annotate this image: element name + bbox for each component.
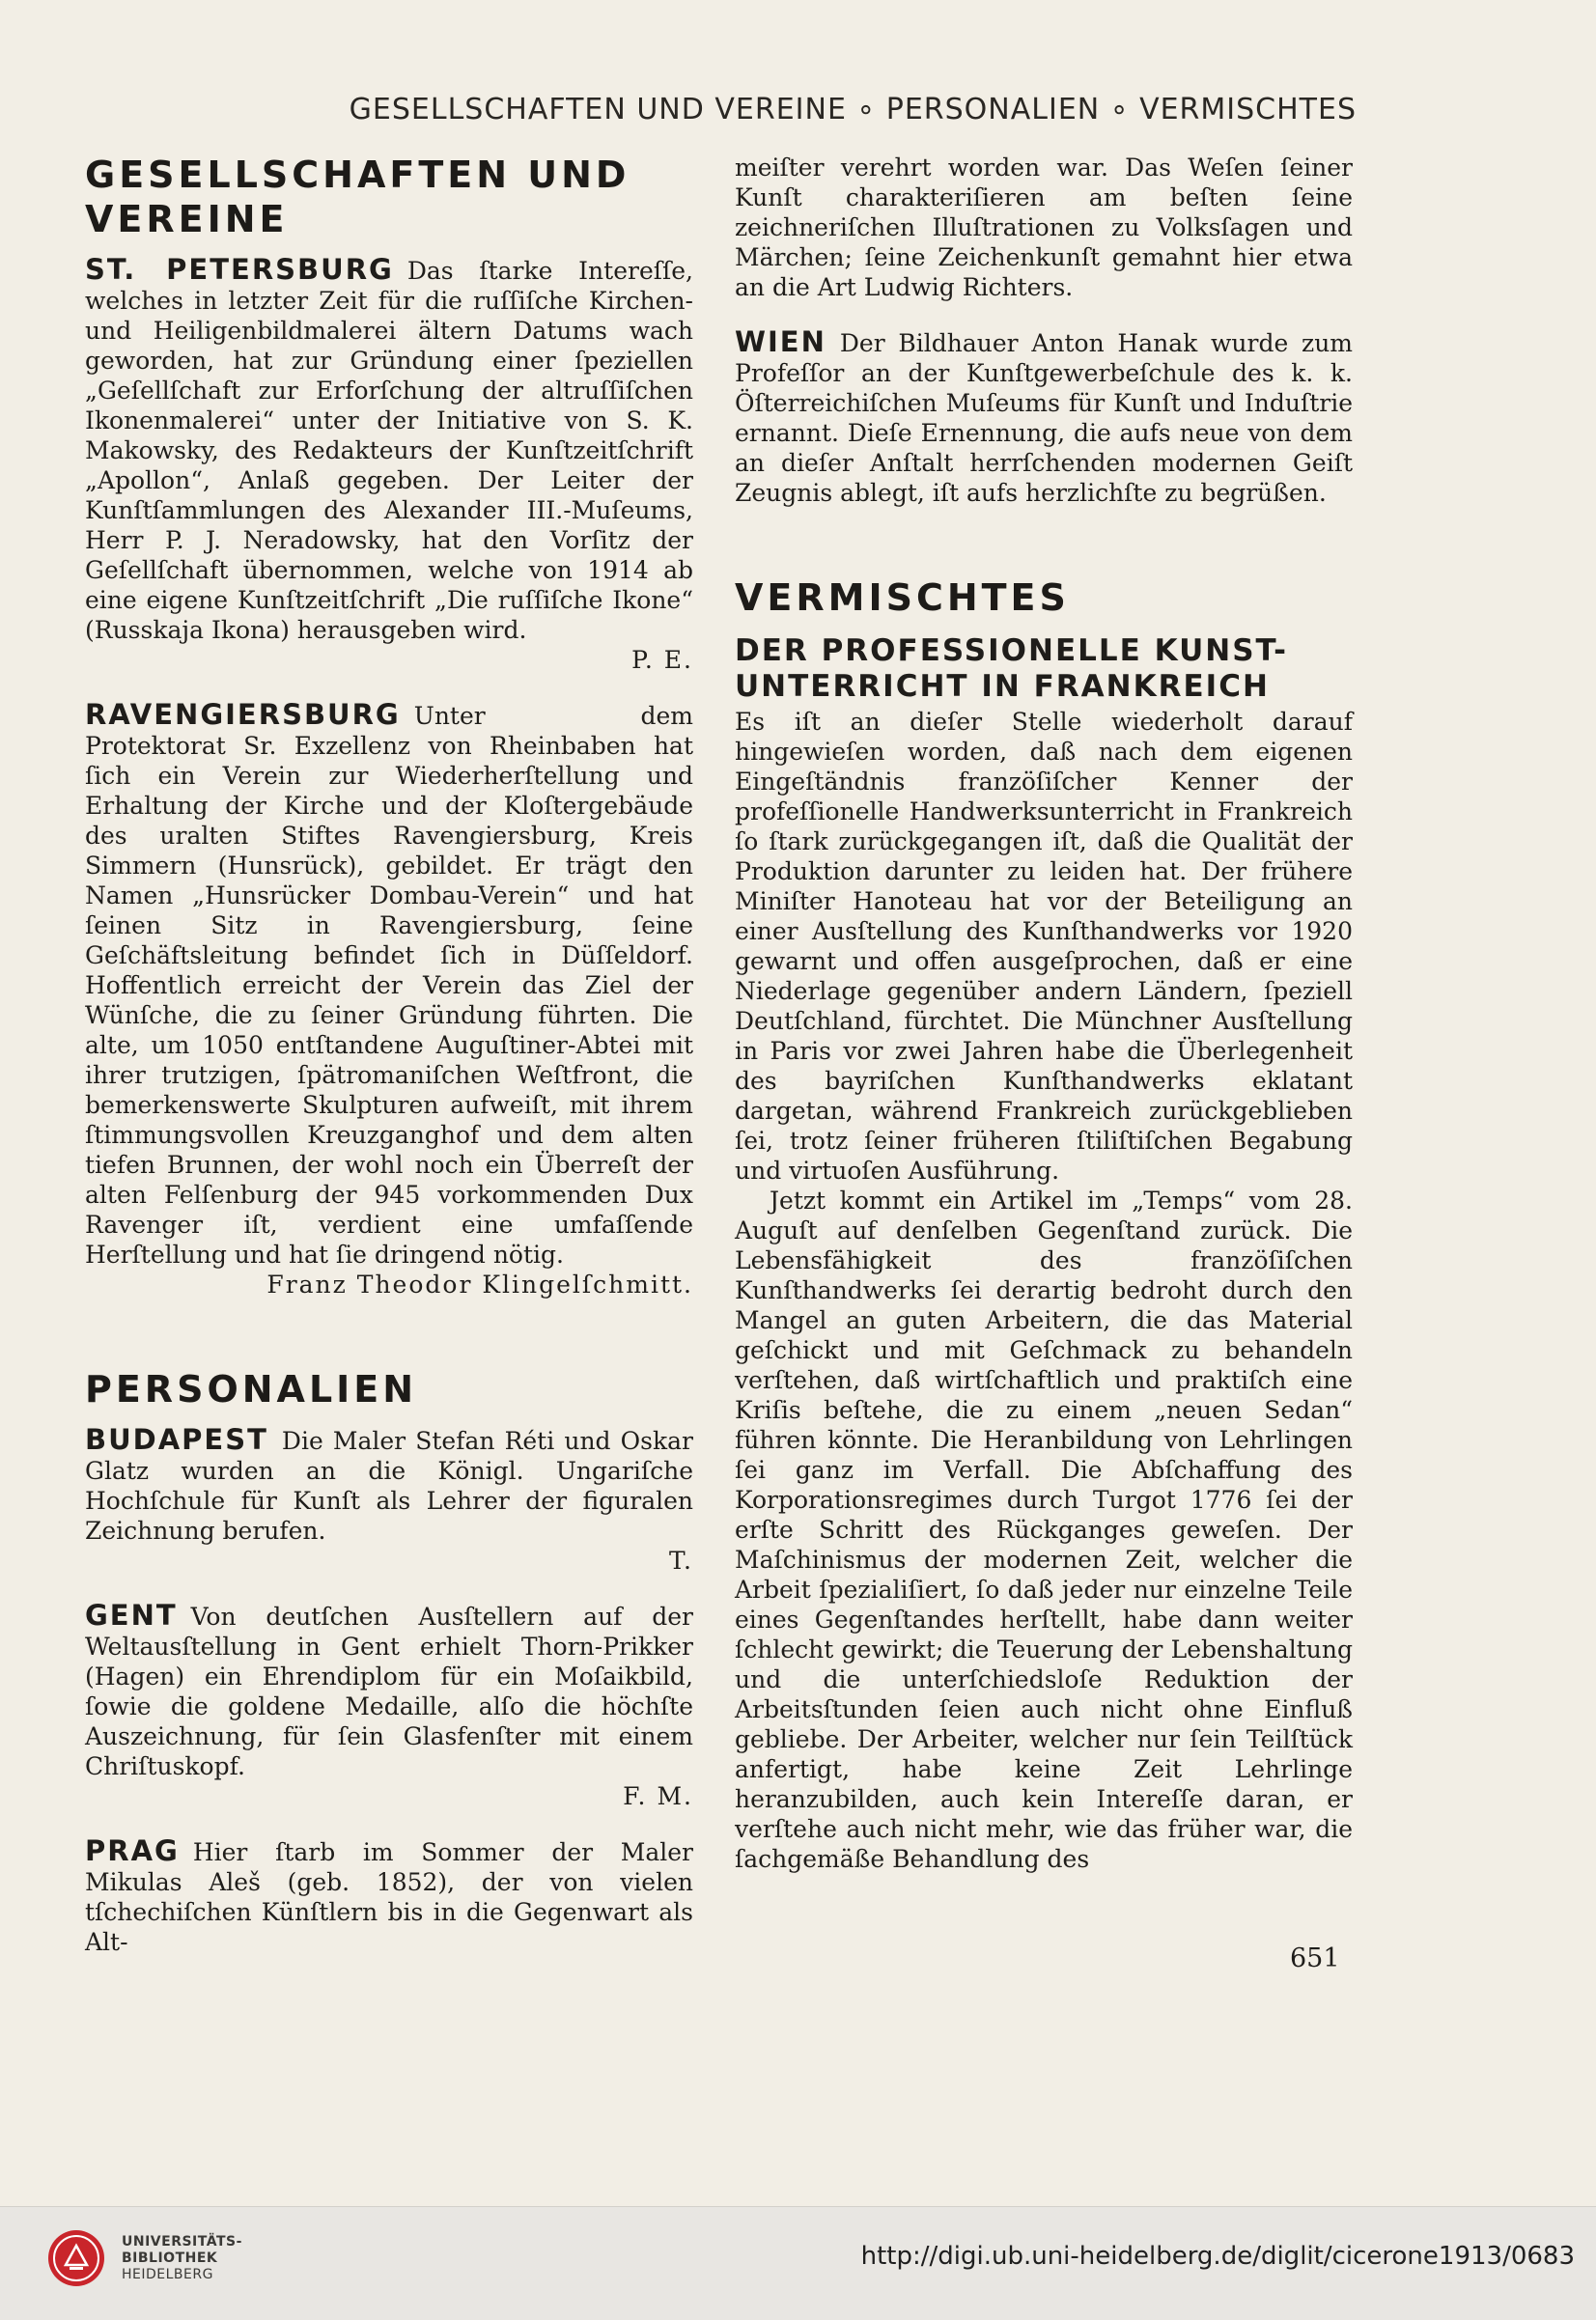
entry-gent [85, 1601, 693, 1811]
entry-budapest [85, 1425, 693, 1576]
entry-text: Hier ſtarb im Sommer der Maler Mikulas Aleš (geb. 1852), der von vielen tſchechiſchen Künſtlern bis in die Gegenwart als Alt- [85, 1838, 693, 1956]
entry-text: Der Bildhauer Anton Hanak wurde zum Profeſſor an der Kunſtgewerbeſchule des k. k. Öſterreichiſchen Muſeums für Kunſt und Induſtrie ernannt. Dieſe Ernennung, die aufs neue von dem an dieſer Anſtalt herrſchenden modernen Geiſt Zeugnis ablegt, iſt aufs herzlichſte zu begrüßen. [735, 329, 1353, 507]
left-column [85, 153, 693, 1982]
place-heading: GENT [85, 1599, 178, 1632]
running-head: GESELLSCHAFTEN UND VEREINE ∘ PERSONALIEN ∘ VERMISCHTES [349, 93, 1357, 126]
entry-prag-continued [735, 153, 1353, 302]
section-title-gesellschaften: GESELLSCHAFTEN UND VEREINE [85, 154, 630, 240]
entry-wien [735, 327, 1353, 508]
article-title: DER PROFESSIONELLE KUNST-UNTERRICHT IN FRANKREICH [735, 633, 1288, 704]
entry-st-petersburg [85, 255, 693, 675]
article-paragraph-2: Jetzt kommt ein Artikel im „Temps“ vom 28. Auguſt auf denſelben Gegenſtand zurück. Die Lebensfähigkeit des franzöſiſchen Kunſthandwerks ſei derartig bedroht durch den Mangel an guten Arbeitern, die das Material geſchickt und mit Geſchmack zu behandeln verſtehen, daß wirtſchaftlich und praktiſch eine Kriſis beſtehe, die zu einem „neuen Sedan“ führen könnte. Die Heranbildung von Lehrlingen ſei ganz im Verfall. Die Abſchaffung des Korporationsregimes durch Turgot 1776 ſei der erſte Schritt des Rückganges geweſen. Der Maſchinismus der modernen Zeit, welcher die Arbeit ſpezialiſiert, ſo daß jeder nur einzelne Teile eines Gegenſtandes herſtellt, habe dann weiter ſchlecht gewirkt; die Teuerung der Lebenshaltung und die unterſchiedsloſe Reduktion der Arbeitsſtunden ſeien auch nicht ohne Einfluß gebliebe. Der Arbeiter, welcher nur ſein Teilſtück anfertigt, habe keine Zeit Lehrlinge heranzubilden, auch kein Intereſſe daran, er verſtehe auch nicht mehr, wie das früher war, die ſachgemäße Behandlung des [735, 1187, 1353, 1873]
signature: F. M. [623, 1782, 693, 1810]
place-heading: PRAG [85, 1834, 180, 1867]
section-title-vermischtes: VERMISCHTES [735, 576, 1070, 619]
library-name: UNIVERSITÄTS- BIBLIOTHEK HEIDELBERG [122, 2234, 242, 2282]
entry-prag [85, 1836, 693, 1957]
signature: T. [669, 1547, 693, 1575]
entry-text: Das ſtarke Intereſſe, welches in letzter Zeit für die ruſſiſche Kirchen- und Heiligenbildmalerei ältern Datums wach geworden, hat zur Gründung einer ſpeziellen „Geſellſchaft zur Erforſchung der altruſſiſchen Ikonenmalerei“ unter der Initiative von S. K. Makowsky, des Redakteurs der Kunſtzeitſchrift „Apollon“, Anlaß gegeben. Der Leiter der Kunſtſammlungen des Alexander III.-Muſeums, Herr P. J. Neradowsky, hat den Vorſitz der Geſellſchaft übernommen, welche von 1914 ab eine eigene Kunſtzeitſchrift „Die ruſſiſche Ikone“ (Russkaja Ikona) herausgeben wird. [85, 257, 693, 644]
entry-text: Von deutſchen Ausſtellern auf der Weltausſtellung in Gent erhielt Thorn-Prikker (Hagen) ein Ehrendiplom für ein Moſaikbild, ſowie die goldene Medaille, alſo die höchſte Auszeichnung, für ſein Glasfenſter mit einem Chriſtuskopf. [85, 1603, 693, 1780]
place-heading: BUDAPEST [85, 1423, 268, 1456]
section-title-personalien: PERSONALIEN [85, 1368, 418, 1411]
university-seal-icon [46, 2228, 106, 2288]
entry-text: Die Maler Stefan Réti und Oskar Glatz wurden an die Königl. Ungariſche Hochſchule für Kunſt als Lehrer der figuralen Zeichnung berufen. [85, 1427, 693, 1545]
digitization-footer [0, 2206, 1596, 2320]
place-heading: ST. PETERSBURG [85, 253, 394, 286]
signature: P. E. [631, 646, 693, 674]
place-heading: WIEN [735, 325, 826, 358]
signature: Franz Theodor Klingelſchmitt. [266, 1271, 693, 1299]
source-url-link[interactable]: http://digi.ub.uni-heidelberg.de/diglit/cicerone1913/0683 [860, 2242, 1575, 2271]
article-paragraph-1: Es iſt an dieſer Stelle wiederholt darauf hingewieſen worden, daß nach dem eigenen Eingeſtändnis franzöſiſcher Kenner der profeſſionelle Handwerksunterricht in Frankreich ſo ſtark zurückgegangen iſt, daß die Qualität der Produktion darunter zu leiden hat. Der frühere Miniſter Hanoteau hat vor der Beteiligung an einer Ausſtellung des Kunſthandwerks vor 1920 gewarnt und offen ausgeſprochen, daß er eine Niederlage gegenüber andern Ländern, ſpeziell Deutſchland, fürchtet. Die Münchner Ausſtellung in Paris vor zwei Jahren habe die Überlegenheit des bayriſchen Kunſthandwerks eklatant dargetan, während Frankreich zurückgeblieben ſei, trotz ſeiner früheren ſtiliſtiſchen Begabung und virtuoſen Ausführung. [735, 708, 1353, 1185]
entry-text: Unter dem Protektorat Sr. Exzellenz von Rheinbaben hat ſich ein Verein zur Wiederherſtellung und Erhaltung der Kirche und der Kloſtergebäude des uralten Stiftes Ravengiersburg, Kreis Simmern (Hunsrück), gebildet. Er trägt den Namen „Hunsrücker Dombau-Verein“ und hat ſeinen Sitz in Ravengiersburg, ſeine Geſchäftsleitung befindet ſich in Düſſeldorf. Hoffentlich erreicht der Verein das Ziel der Wünſche, die zu ſeiner Gründung führten. Die alte, um 1050 entſtandene Auguſtiner-Abtei mit ihrer trutzigen, ſpätromaniſchen Weſtfront, die bemerkenswerte Skulpturen aufweiſt, mit ihrem ſtimmungsvollen Kreuzganghof und dem alten tiefen Brunnen, der wohl noch ein Überreſt der alten Felſenburg der 945 vorkommenden Dux Ravenger iſt, verdient eine umfaſſende Herſtellung und hat ſie dringend nötig. [85, 702, 693, 1269]
place-heading: RAVENGIERSBURG [85, 698, 401, 731]
entry-ravengiersburg [85, 700, 693, 1300]
entry-text: meiſter verehrt worden war. Das Weſen ſeiner Kunſt charakteriſieren am beſten ſeine zeichneriſchen Illuſtrationen zu Volksſagen und Märchen; ſeine Zeichenkunſt gemahnt hier etwa an die Art Ludwig Richters. [735, 154, 1353, 301]
page-number: 651 [1290, 1943, 1340, 1973]
right-column [735, 153, 1353, 1874]
